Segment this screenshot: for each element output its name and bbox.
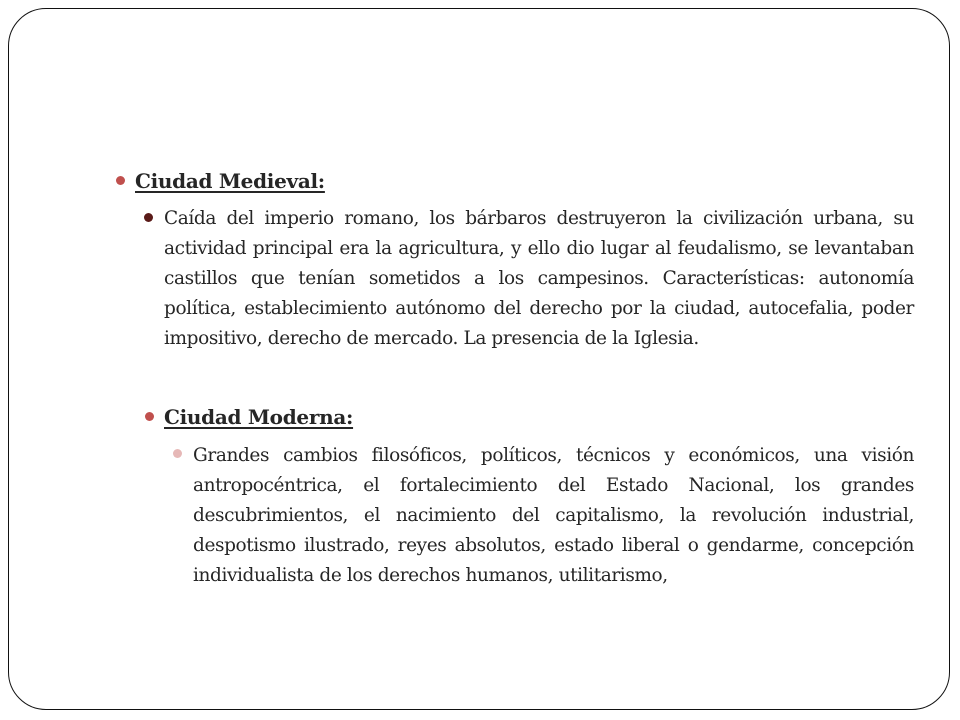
section-heading-medieval: Ciudad Medieval:: [135, 169, 325, 193]
section-heading-moderna: Ciudad Moderna:: [164, 405, 354, 429]
section-text-medieval: Caída del imperio romano, los bárbaros destruyeron la civilización urbana, su actividad principal era la agricultura, y ello dio lugar al feudalismo, se levantaban castillos que tenían sometidos a los campesinos. Características: autonomía política, establecimiento autónomo del derecho por la ciudad, autocefalia, poder impositivo, derecho de mercado. La presencia de la Iglesia.: [164, 208, 914, 349]
bullet-dot-icon: [144, 213, 153, 222]
bullet-dot-icon: [173, 449, 182, 458]
section-text-moderna: Grandes cambios filosóficos, políticos, técnicos y económicos, una visión antropocéntrica, el fortalecimiento del Estado Nacional, los grandes descubrimientos, el nacimiento del capitalismo, la revolución industrial, despotismo ilustrado, reyes absolutos, estado liberal o gendarme, concepción individualista de los derechos humanos, utilitarismo,: [193, 445, 914, 586]
bullet-dot-icon: [116, 176, 125, 185]
slide-frame: [8, 8, 950, 710]
slide-content: [9, 9, 949, 709]
bullet-dot-icon: [145, 412, 154, 421]
